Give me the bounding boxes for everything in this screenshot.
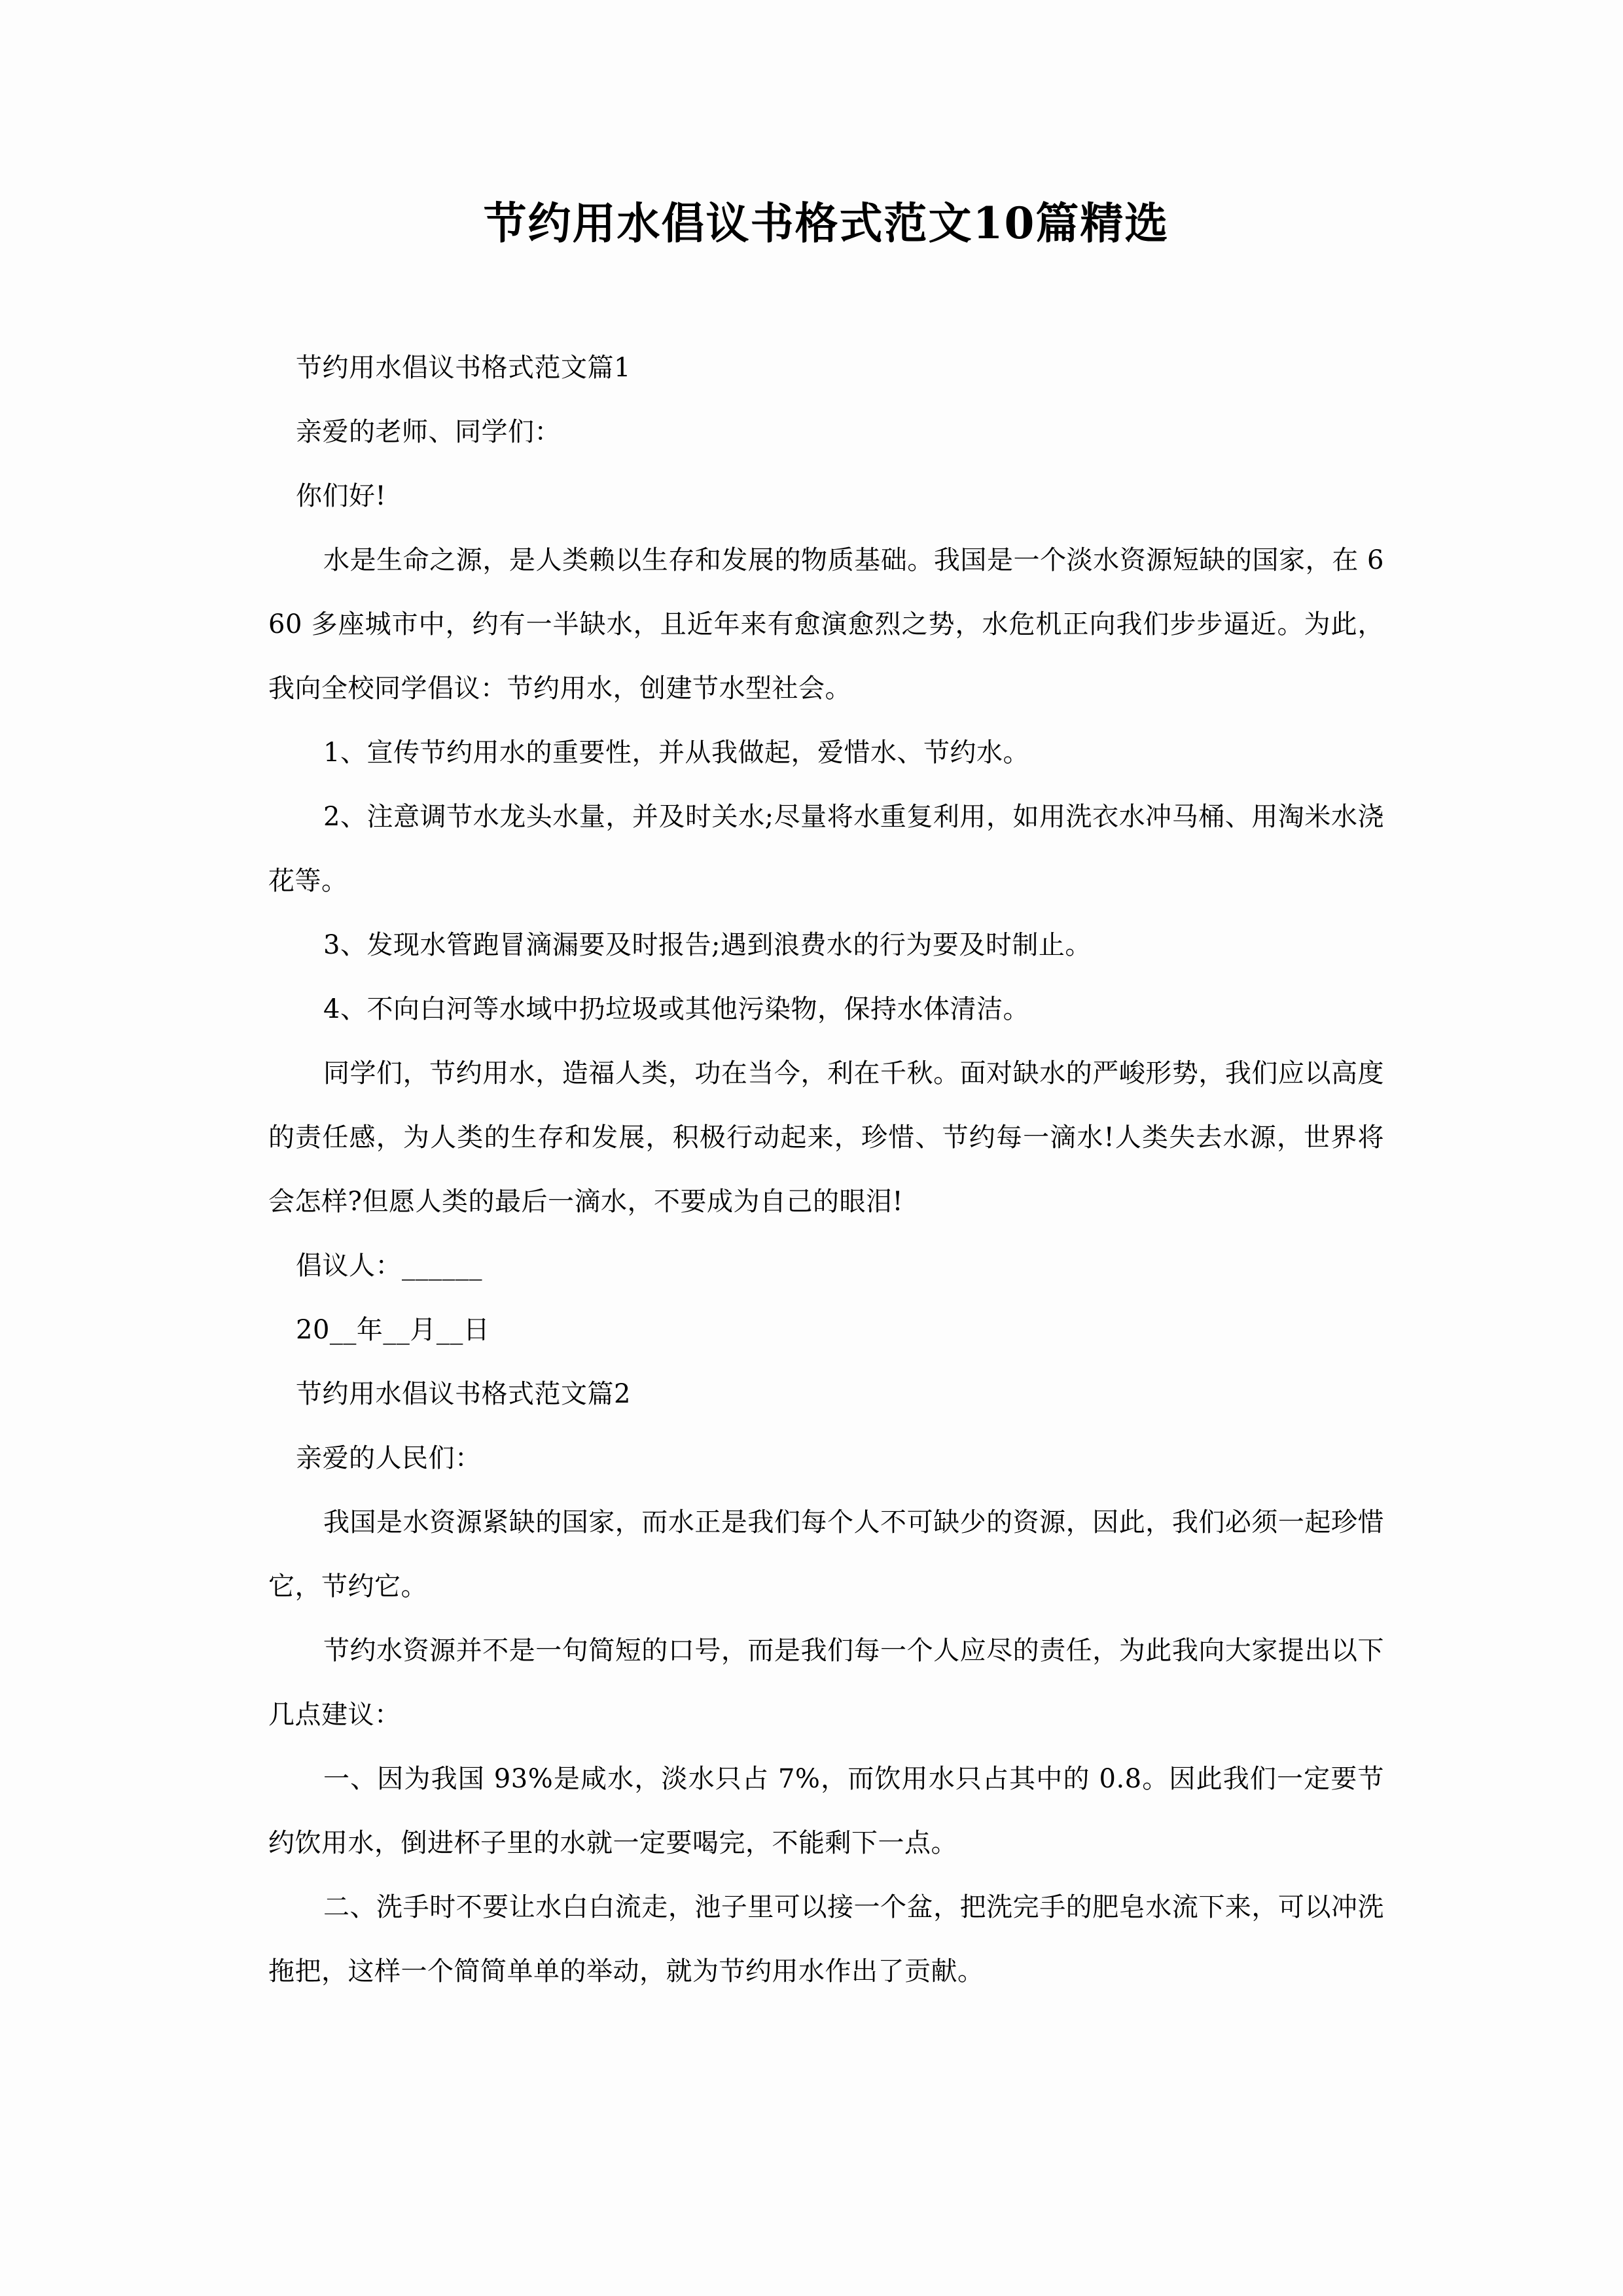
section-2-paragraph-1: 我国是水资源紧缺的国家，而水正是我们每个人不可缺少的资源，因此，我们必须一起珍惜它，节约它。: [268, 1507, 1384, 1602]
document-content: [268, 0, 1384, 2003]
section-2-item-2: 二、洗手时不要让水白白流走，池子里可以接一个盆，把洗完手的肥皂水流下来，可以冲洗拖把，这样一个简简单单的举动，就为节约用水作出了贡献。: [268, 1892, 1384, 1986]
section-1-item-3: 3、发现水管跑冒滴漏要及时报告;遇到浪费水的行为要及时制止。: [323, 929, 1092, 960]
section-1-item-4: 4、不向白河等水域中扔垃圾或其他污染物，保持水体清洁。: [323, 994, 1029, 1024]
section-2-heading: 节约用水倡议书格式范文篇2: [296, 1378, 631, 1409]
section-2-salutation: 亲爱的人民们：: [296, 1443, 482, 1473]
page-title: 节约用水倡议书格式范文10篇精选: [483, 198, 1169, 249]
section-1-opening-paragraph: 水是生命之源，是人类赖以生存和发展的物质基础。我国是一个淡水资源短缺的国家，在 660 多座城市中，约有一半缺水，且近年来有愈演愈烈之势，水危机正向我们步步逼近。为此，我向全校同学倡议：节约用水，创建节水型社会。: [268, 545, 1384, 704]
section-1-closing-paragraph: 同学们，节约用水，造福人类，功在当今，利在千秋。面对缺水的严峻形势，我们应以高度的责任感，为人类的生存和发展，积极行动起来，珍惜、节约每一滴水!人类失去水源，世界将会怎样?但愿人类的最后一滴水，不要成为自己的眼泪!: [268, 1058, 1384, 1217]
section-1-signature-line: 倡议人：______: [296, 1250, 482, 1281]
section-1-item-1: 1、宣传节约用水的重要性，并从我做起，爱惜水、节约水。: [323, 737, 1029, 768]
section-1-item-2: 2、注意调节水龙头水量，并及时关水;尽量将水重复利用，如用洗衣水冲马桶、用淘米水浇花等。: [268, 801, 1384, 896]
section-1-greeting: 你们好!: [296, 480, 387, 511]
section-1-salutation: 亲爱的老师、同学们：: [296, 416, 561, 447]
document-body: [268, 336, 1384, 2003]
section-1-heading: 节约用水倡议书格式范文篇1: [296, 352, 631, 383]
section-2-item-1: 一、因为我国 93%是咸水，淡水只占 7%，而饮用水只占其中的 0.8。因此我们一定要节约饮用水，倒进杯子里的水就一定要喝完，不能剩下一点。: [268, 1763, 1384, 1858]
section-1-date-line: 20__年__月__日: [296, 1314, 490, 1345]
section-2-paragraph-2: 节约水资源并不是一句简短的口号，而是我们每一个人应尽的责任，为此我向大家提出以下几点建议：: [268, 1635, 1384, 1730]
